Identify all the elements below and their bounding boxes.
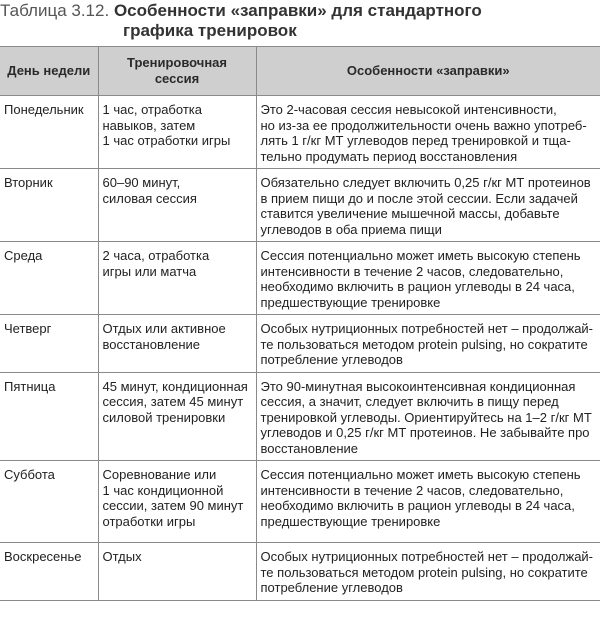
header-day: День недели <box>0 47 98 96</box>
cell-session-line: 1 час отработки игры <box>102 133 231 148</box>
day-name: Четверг <box>4 321 52 336</box>
cell-session <box>98 96 256 169</box>
cell-features-line: предшествующие тренировке <box>260 513 441 529</box>
cell-features-line: углеводов и 0,25 г/кг МТ протеинов. Не забывайте про <box>260 425 590 440</box>
cell-features-line: но из-за ее продолжительности очень важно употреб- <box>260 117 587 133</box>
day-name: Пятница <box>4 378 56 394</box>
cell-features-line: Обязательно следует включить 0,25 г/кг МТ протеинов <box>260 175 591 190</box>
cell-session-line: Отдых или активное <box>102 321 226 336</box>
day-name: Среда <box>4 248 43 263</box>
cell-features <box>256 242 600 315</box>
cell-features-line: Это 2-часовая сессия невысокой интенсивности, <box>260 102 557 117</box>
table-caption <box>0 0 600 46</box>
cell-features <box>256 169 600 242</box>
cell-session <box>98 242 256 315</box>
cell-features-line: потребление углеводов <box>260 352 403 367</box>
cell-features-line: необходимо включить в рацион углеводы в 24 часа, <box>260 498 575 513</box>
cell-features-line: интенсивности в течение 2 часов, следовательно, <box>260 482 564 498</box>
cell-features-line: Это 90-минутная высокоинтенсивная кондиционная <box>260 378 576 394</box>
cell-day <box>0 543 98 601</box>
cell-session-line: сессии, затем 90 минут <box>102 498 244 513</box>
day-name: Воскресенье <box>4 549 82 564</box>
cell-session-line: 45 минут, кондиционная <box>102 378 248 394</box>
cell-session-line: восстановление <box>102 336 201 352</box>
cell-features-line: интенсивности в течение 2 часов, следовательно, <box>260 263 564 279</box>
cell-features-line: те пользоваться методом protein pulsing, но сократите <box>260 336 588 352</box>
cell-session-line: силовая сессия <box>102 190 197 206</box>
caption-line-1 <box>0 1 482 21</box>
cell-session-line: Соревнование или <box>102 467 217 482</box>
table-row <box>0 96 600 169</box>
cell-day <box>0 242 98 315</box>
cell-session-line: 1 час, отработка <box>102 102 202 117</box>
cell-features-line: восстановление <box>260 440 359 456</box>
table-row <box>0 315 600 373</box>
cell-session <box>98 169 256 242</box>
cell-features-line: Сессия потенциально может иметь высокую степень <box>260 467 581 482</box>
cell-features-line: тренировкой углеводы. Ориентируйтесь на 1–2 г/кг МТ <box>260 409 592 425</box>
cell-session-line: 1 час кондиционной <box>102 482 224 498</box>
table-row <box>0 169 600 242</box>
caption-line-2 <box>123 21 297 41</box>
cell-session-line: сессия, затем 45 минут <box>102 394 244 409</box>
caption-title-line-2: графика тренировок <box>123 21 297 40</box>
header-session <box>98 47 256 96</box>
cell-features-line: тельно продумать период восстановления <box>260 148 518 164</box>
cell-features-line: потребление углеводов <box>260 580 403 595</box>
cell-features-line: необходимо включить в рацион углеводы в 24 часа, <box>260 279 575 294</box>
cell-features-line: те пользоваться методом protein pulsing, но сократите <box>260 564 588 580</box>
cell-features-line: лять 1 г/кг МТ углеводов перед тренировкой и тща- <box>260 133 571 148</box>
header-session-line-1: Тренировочная <box>127 55 227 70</box>
cell-day <box>0 96 98 169</box>
cell-session-line: игры или матча <box>102 263 197 279</box>
day-name: Суббота <box>4 467 55 482</box>
caption-title-line-1: Особенности «заправки» для стандартного <box>113 1 482 20</box>
table-header-row <box>0 47 600 96</box>
cell-session-line: силовой тренировки <box>102 409 226 425</box>
table-row <box>0 242 600 315</box>
cell-features-line: ставится увеличение мышечной массы, добавьте <box>260 206 560 221</box>
cell-session-line: 2 часа, отработка <box>102 248 210 263</box>
cell-session-line: 60–90 минут, <box>102 175 181 190</box>
cell-features <box>256 543 600 601</box>
cell-day <box>0 461 98 543</box>
cell-day <box>0 315 98 373</box>
cell-session-line: отработки игры <box>102 513 196 529</box>
header-session-line-2: сессия <box>154 71 200 86</box>
header-features: Особенности «заправки» <box>256 47 600 96</box>
cell-features-line: Сессия потенциально может иметь высокую степень <box>260 248 581 263</box>
day-name: Вторник <box>4 175 53 190</box>
table-row <box>0 543 600 601</box>
cell-session <box>98 372 256 461</box>
fueling-table <box>0 46 600 601</box>
cell-session <box>98 543 256 601</box>
cell-features-line: в прием пищи до и после этой сессии. Если задачей <box>260 190 578 206</box>
day-name: Понедельник <box>4 102 84 117</box>
cell-features-line: Особых нутриционных потребностей нет – продолжай- <box>260 549 594 564</box>
cell-session-line: Отдых <box>102 549 142 564</box>
cell-day <box>0 372 98 461</box>
cell-features-line: углеводов в оба приема пищи <box>260 221 442 237</box>
cell-features <box>256 96 600 169</box>
cell-session <box>98 461 256 543</box>
caption-prefix: Таблица 3.12. <box>0 1 110 20</box>
cell-features <box>256 461 600 543</box>
table-row <box>0 372 600 461</box>
cell-features <box>256 372 600 461</box>
table-row <box>0 461 600 543</box>
cell-features-line: предшествующие тренировке <box>260 294 441 310</box>
table-body <box>0 96 600 601</box>
cell-features <box>256 315 600 373</box>
cell-features-line: Особых нутриционных потребностей нет – продолжай- <box>260 321 594 336</box>
cell-session-line: навыков, затем <box>102 117 196 133</box>
cell-session <box>98 315 256 373</box>
cell-features-line: сессия, а значит, следует включить в пищу перед <box>260 394 559 409</box>
cell-day <box>0 169 98 242</box>
